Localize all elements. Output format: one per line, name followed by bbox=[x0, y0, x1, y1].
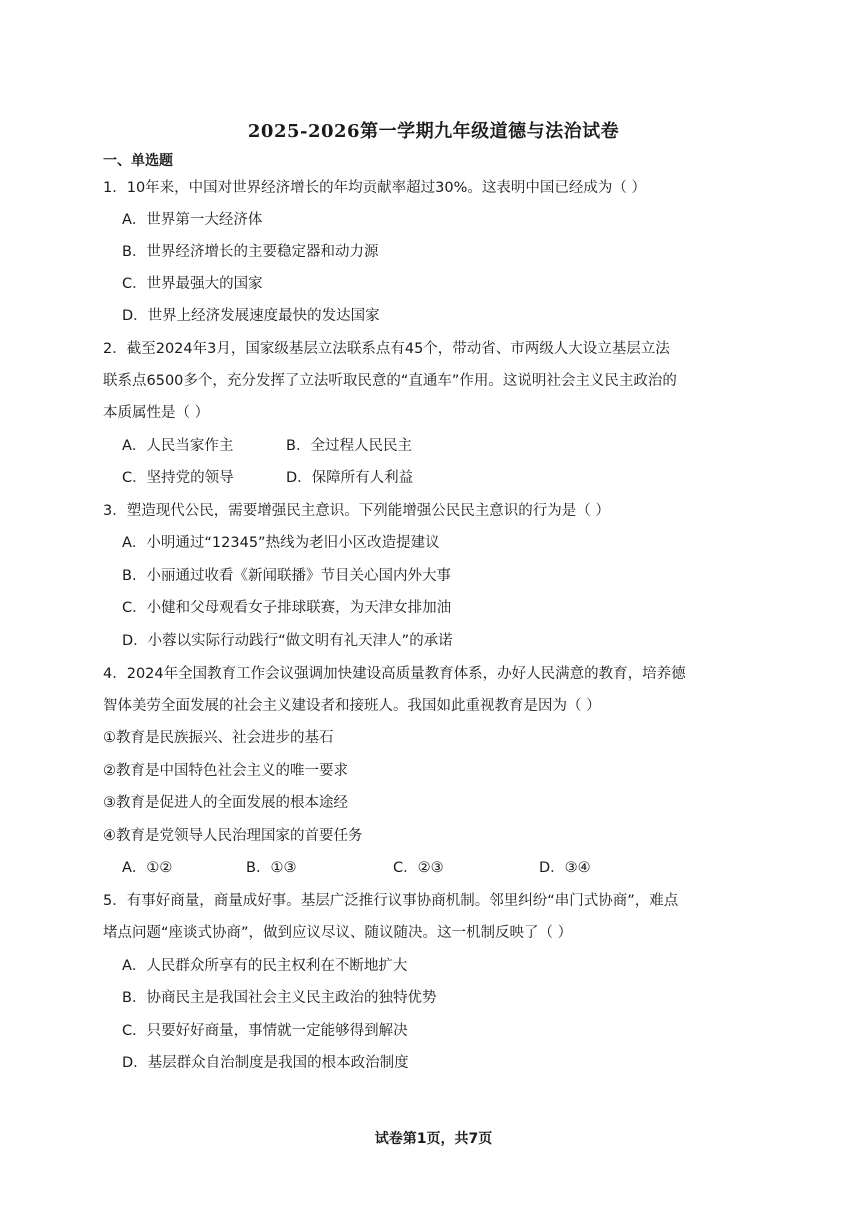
q4-option-b[interactable]: B．①③ bbox=[246, 860, 297, 876]
q1-option-d[interactable]: D．世界上经济发展速度最快的发达国家 bbox=[122, 308, 380, 324]
q3-option-c[interactable]: C．小健和父母观看女子排球联赛，为天津女排加油 bbox=[122, 600, 452, 616]
q5-option-b[interactable]: B．协商民主是我国社会主义民主政治的独特优势 bbox=[122, 990, 437, 1006]
q3-stem: 3．塑造现代公民，需要增强民主意识。下列能增强公民民主意识的行为是（ ） bbox=[103, 503, 610, 519]
section-heading: 一、单选题 bbox=[103, 153, 173, 169]
exam-title: 2025-2026第一学期九年级道德与法治试卷 bbox=[247, 121, 620, 142]
q5-stem-line-2: 堵点问题“座谈式协商”，做到应议尽议、随议随决。这一机制反映了（ ） bbox=[103, 925, 573, 941]
q4-statement-4: ④教育是党领导人民治理国家的首要任务 bbox=[103, 828, 363, 844]
q4-statement-2: ②教育是中国特色社会主义的唯一要求 bbox=[103, 763, 348, 779]
q5-stem-line-1: 5．有事好商量，商量成好事。基层广泛推行议事协商机制。邻里纠纷“串门式协商”，难点 bbox=[103, 893, 679, 909]
q5-option-c[interactable]: C．只要好好商量，事情就一定能够得到解决 bbox=[122, 1023, 408, 1039]
q4-statement-1: ①教育是民族振兴、社会进步的基石 bbox=[103, 730, 334, 746]
q4-option-c[interactable]: C．②③ bbox=[393, 860, 444, 876]
q2-stem-line-3: 本质属性是（ ） bbox=[103, 405, 210, 421]
q2-option-a[interactable]: A．人民当家作主 bbox=[122, 438, 234, 454]
q4-stem-line-2: 智体美劳全面发展的社会主义建设者和接班人。我国如此重视教育是因为（ ） bbox=[103, 698, 601, 714]
q2-option-d[interactable]: D．保障所有人利益 bbox=[286, 470, 414, 486]
q5-option-d[interactable]: D．基层群众自治制度是我国的根本政治制度 bbox=[122, 1055, 409, 1071]
q4-option-d[interactable]: D．③④ bbox=[539, 860, 591, 876]
q1-option-b[interactable]: B．世界经济增长的主要稳定器和动力源 bbox=[122, 244, 379, 260]
q4-stem-line-1: 4．2024年全国教育工作会议强调加快建设高质量教育体系，办好人民满意的教育，培养德 bbox=[103, 666, 686, 682]
q4-statement-3: ③教育是促进人的全面发展的根本途经 bbox=[103, 795, 348, 811]
q1-option-a[interactable]: A．世界第一大经济体 bbox=[122, 212, 263, 228]
q3-option-a[interactable]: A．小明通过“12345”热线为老旧小区改造提建议 bbox=[122, 535, 440, 551]
q2-option-b[interactable]: B．全过程人民民主 bbox=[286, 438, 412, 454]
q2-option-c[interactable]: C．坚持党的领导 bbox=[122, 470, 234, 486]
q1-option-c[interactable]: C．世界最强大的国家 bbox=[122, 276, 263, 292]
page-footer: 试卷第1页，共7页 bbox=[374, 1131, 493, 1147]
q2-stem-line-2: 联系点6500多个，充分发挥了立法听取民意的“直通车”作用。这说明社会主义民主政治的 bbox=[103, 373, 677, 389]
q2-stem-line-1: 2．截至2024年3月，国家级基层立法联系点有45个，带动省、市两级人大设立基层立法 bbox=[103, 341, 670, 357]
q3-option-b[interactable]: B．小丽通过收看《新闻联播》节目关心国内外大事 bbox=[122, 568, 451, 584]
q5-option-a[interactable]: A．人民群众所享有的民主权利在不断地扩大 bbox=[122, 958, 408, 974]
q4-option-a[interactable]: A．①② bbox=[122, 860, 173, 876]
q3-option-d[interactable]: D．小蓉以实际行动践行“做文明有礼天津人”的承诺 bbox=[122, 633, 453, 649]
q1-stem: 1．10年来，中国对世界经济增长的年均贡献率超过30%。这表明中国已经成为（ ） bbox=[103, 180, 647, 196]
